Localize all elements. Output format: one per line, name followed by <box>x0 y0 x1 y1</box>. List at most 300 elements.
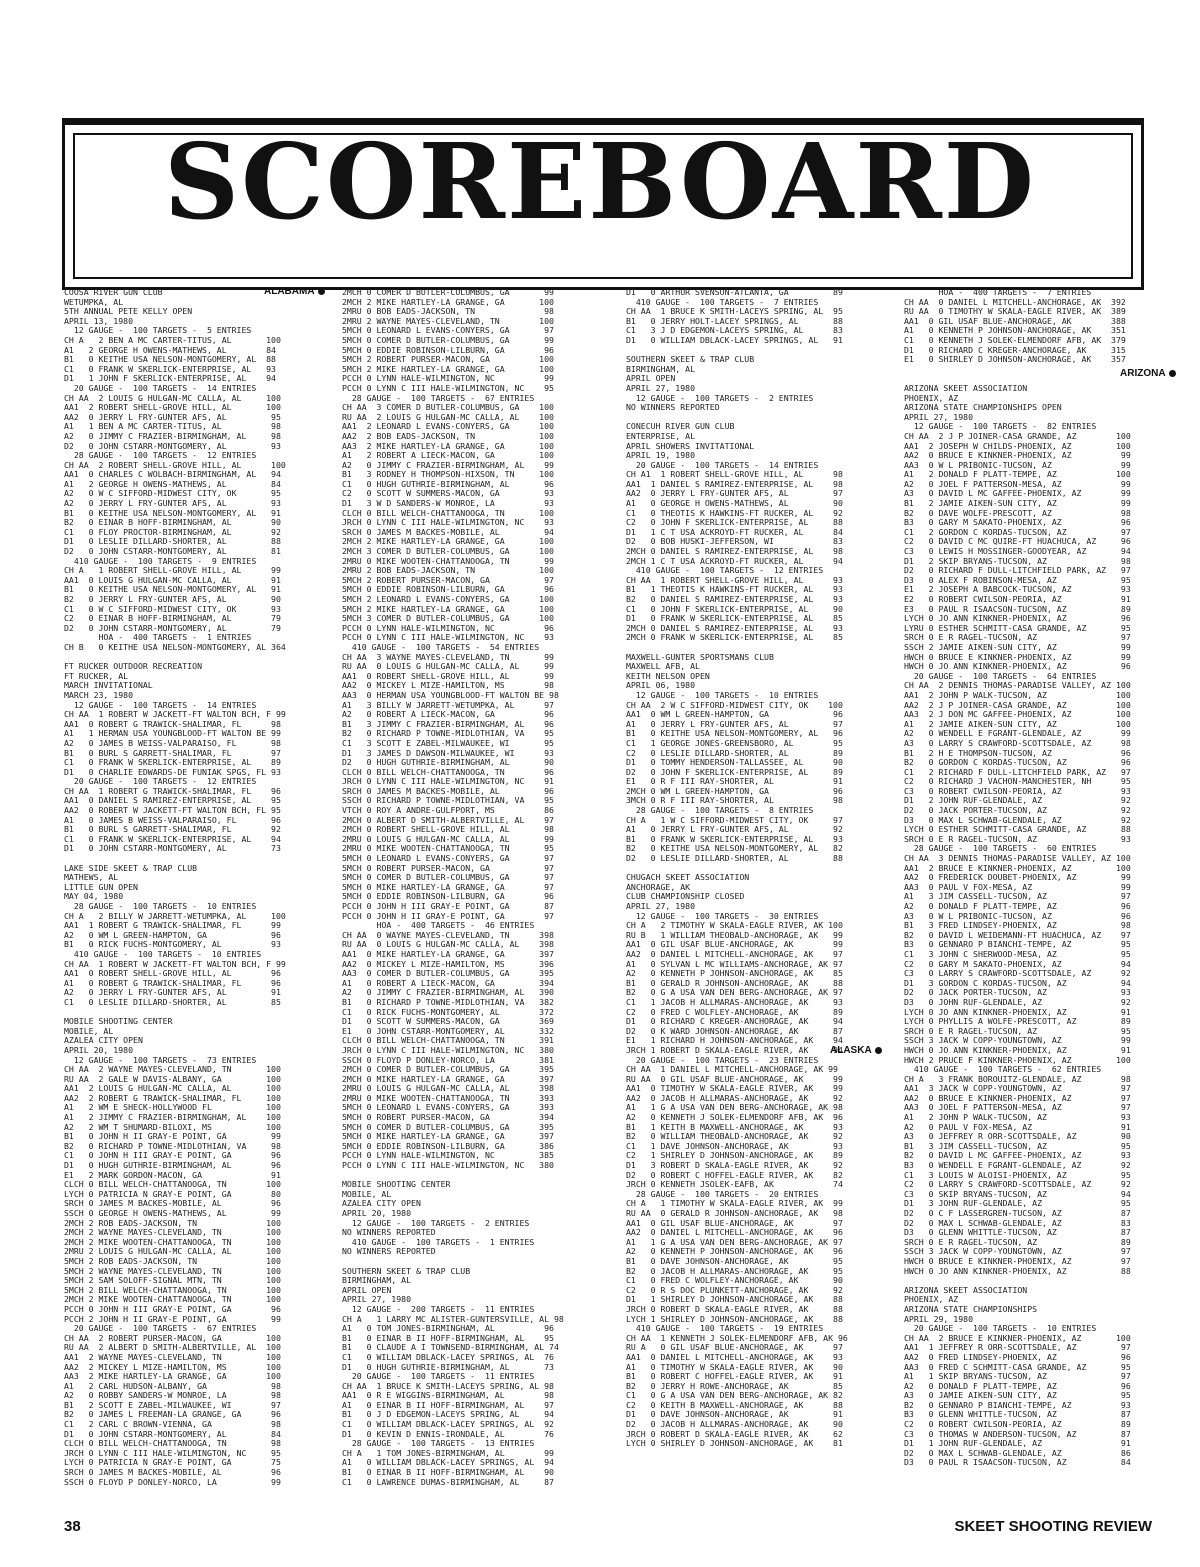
result-line: AA1 0 MIKE HARTLEY-LA GRANGE, GA 397 <box>342 948 554 959</box>
result-line: CH A 1 TOM JONES-BIRMINGHAM, AL 99 <box>342 1447 554 1458</box>
result-line: JRCH 0 ROBERT D SKALA-EAGLE RIVER, AK 62 <box>626 1428 843 1439</box>
result-line: A1 3 JIM CASSELL-TUCSON, AZ 97 <box>904 891 1131 902</box>
result-line: SSCH 0 GEORGE H OWENS-MATHEWS, AL 99 <box>64 1208 281 1218</box>
result-line: CH AA 2 ROBERT PURSER-MACON, GA 100 <box>64 1332 281 1343</box>
result-line: 12 GAUGE - 100 TARGETS - 14 ENTRIES <box>64 699 257 710</box>
result-line: A2 0 JIMMY C FRAZIER-BIRMINGHAM, AL 390 <box>342 987 554 998</box>
result-line: 5MCH 0 COMER D BUTLER-COLUMBUS, GA 395 <box>342 1121 554 1132</box>
result-line: D2 0 HUGH GUTHRIE-BIRMINGHAM, AL 90 <box>342 757 554 768</box>
result-line: E1 0 SHIRLEY D JOHNSON-ANCHORAGE, AK 357 <box>904 354 1126 365</box>
result-line: CH AA 2 J P JOINER-CASA GRANDE, AZ 100 <box>904 430 1131 441</box>
result-line: A3 0 JEFFREY R ORR-SCOTTSDALE, AZ 90 <box>904 1131 1131 1142</box>
result-line: LYCH 0 PATRICIA N GRAY-E POINT, GA 80 <box>64 1188 281 1199</box>
result-line: CHUGACH SKEET ASSOCIATION <box>626 872 750 883</box>
result-line: D2 0 JACK PORTER-TUCSON, AZ 93 <box>904 987 1131 998</box>
result-line: B2 0 JERRY L FRY-GUNTER AFS, AL 90 <box>64 594 281 604</box>
result-line: A1 1 G A USA VAN DEN BERG-ANCHORAGE, AK 98 <box>626 1102 843 1113</box>
result-line: 2MCH 3 COMER D BUTLER-COLUMBUS, GA 100 <box>342 546 554 557</box>
result-line: HWCH 0 JO ANN KINKNER-PHOENIX, AZ 96 <box>904 661 1131 672</box>
result-line: B3 0 WENDELL E FGRANT-GLENDALE, AZ 92 <box>904 1160 1131 1171</box>
result-line: E3 0 PAUL R ISAACSON-TUCSON, AZ 89 <box>904 603 1131 614</box>
result-line: RU AA 0 LOUIS G HULGAN-MC CALLA, AL 99 <box>342 661 554 672</box>
result-line: A1 0 TIMOTHY W SKALA-EAGLE RIVER, AK 90 <box>626 1361 843 1372</box>
result-line: FT RUCKER OUTDOOR RECREATION <box>64 661 203 672</box>
result-line: A1 2 GEORGE H OWENS-MATHEWS, AL 84 <box>64 478 281 489</box>
result-line: A2 0 WENDELL E FGRANT-GLENDALE, AZ 99 <box>904 728 1131 739</box>
result-line: A2 0 JAMES B WEISS-VALPARAISO, FL 98 <box>64 737 281 748</box>
result-line: APRIL 29, 1980 <box>904 1313 974 1324</box>
result-line: B2 0 GENNARO P BIANCHI-TEMPE, AZ 93 <box>904 1399 1131 1410</box>
result-line: A1 0 TOM JONES-BIRMINGHAM, AL 96 <box>342 1323 554 1334</box>
result-line: C1 3 JOHN C SHERWOOD-MESA, AZ 95 <box>904 948 1131 959</box>
result-line: 410 GAUGE - 100 TARGETS - 19 ENTRIES <box>626 1323 824 1334</box>
result-line: D3 0 GLENN WHITTLE-TUCSON, AZ 87 <box>904 1227 1131 1238</box>
result-line: 2MCH 2 MIKE HARTLEY-LA GRANGE, GA 100 <box>342 296 554 307</box>
result-line: C3 0 THOMAS W ANDERSON-TUCSON, AZ 87 <box>904 1428 1131 1439</box>
result-line: 2MCH 2 MIKE WOOTEN-CHATTANOOGA, TN 100 <box>64 1294 281 1305</box>
result-line: A1 2 WM E SHECK-HOLLYWOOD FL 100 <box>64 1102 281 1113</box>
result-line: AA1 1 JEFFREY R ORR-SCOTTSDALE, AZ 97 <box>904 1342 1131 1353</box>
result-line: C2 0 DAVID C MC QUIRE-FT HUACHUCA, AZ 96 <box>904 536 1131 547</box>
result-line: 3MCH 0 R F III RAY-SHORTER, AL 98 <box>626 795 843 806</box>
result-line: AA1 0 GIL USAF BLUE-ANCHORAGE, AK 97 <box>626 1217 843 1228</box>
result-line: 12 GAUGE - 100 TARGETS - 10 ENTRIES <box>626 689 819 700</box>
result-line: APRIL 27, 1980 <box>626 382 696 393</box>
result-line: 5MCH 3 COMER D BUTLER-COLUMBUS, GA 100 <box>342 613 554 624</box>
result-line: C2 0 ROBERT CWILSON-PEORIA, AZ 89 <box>904 1419 1131 1430</box>
result-line: D1 2 JOHN RUF-GLENDALE, AZ 92 <box>904 795 1131 806</box>
result-line: CH A 1 TIMOTHY W SKALA-EAGLE RIVER, AK 99 <box>626 1198 843 1209</box>
result-line: 12 GAUGE - 100 TARGETS - 82 ENTRIES <box>904 421 1097 432</box>
result-line: 5MCH 0 LEONARD L EVANS-CONYERS, GA 97 <box>342 325 554 336</box>
result-line: D2 0 JACK PORTER-TUCSON, AZ 92 <box>904 805 1131 816</box>
result-line: ARIZONA STATE CHAMPIONSHIPS <box>904 1303 1038 1314</box>
result-line: MAXWELL-GUNTER SPORTSMANS CLUB <box>626 651 774 662</box>
result-line: 12 GAUGE - 100 TARGETS - 2 ENTRIES <box>342 1217 530 1228</box>
result-line: 2MRU 2 LOUIS G HULGAN-MC CALLA, AL 100 <box>64 1246 281 1257</box>
result-line: 2MCH 0 COMER D BUTLER-COLUMBUS, GA 99 <box>342 288 554 297</box>
result-line: A1 0 EINAR B II HOFF-BIRMINGHAM, AL 97 <box>342 1399 554 1410</box>
result-line: JRCH 0 KENNETH JSOLEK-EAFB, AK 74 <box>626 1179 843 1190</box>
result-line: 5MCH 0 COMER D BUTLER-COLUMBUS, GA 99 <box>342 334 554 345</box>
result-line: C1 1 GEORGE JONES-GREENSBORO, AL 95 <box>626 737 843 748</box>
result-line: B1 3 JIMMY C FRAZIER-BIRMINGHAM, AL 96 <box>342 718 554 729</box>
result-line: C2 0 LESLIE DILLARD-SHORTER, AL 89 <box>626 747 843 758</box>
result-line: WETUMPKA, AL <box>64 296 124 307</box>
result-line: CLCH 0 BILL WELCH-CHATTANOOGA, TN 391 <box>342 1035 554 1046</box>
result-line: C1 1 DAVE JOHNSON-ANCHORAGE, AK 93 <box>626 1140 843 1151</box>
result-line: 2MRU 0 MIKE WOOTEN-CHATTANOOGA, TN 393 <box>342 1092 554 1103</box>
result-line: D1 0 JOHN CSTARR-MONTGOMERY, AL 73 <box>64 843 281 854</box>
result-line: D3 0 PAUL R ISAACSON-TUCSON, AZ 84 <box>904 1457 1131 1468</box>
results-column-1 <box>64 288 334 1487</box>
result-line: B3 0 GLENN WHITTLE-TUCSON, AZ 87 <box>904 1409 1131 1420</box>
result-line: E1 2 JOSEPH A BABCOCK-TUCSON, AZ 93 <box>904 584 1131 595</box>
bullet-icon <box>1169 370 1176 377</box>
result-line: A2 0 KENNETH P JOHNSON-ANCHORAGE, AK 96 <box>626 1246 843 1257</box>
result-line: PCCH 0 JOHN H III GRAY-E POINT, GA 96 <box>64 1303 281 1314</box>
result-line: SSCH 2 JAMIE AIKEN-SUN CITY, AZ 99 <box>904 641 1131 652</box>
result-line: AA1 0 LOUIS G HULGAN-MC CALLA, AL 91 <box>64 574 281 585</box>
result-line: 5MCH 2 BILL WELCH-CHATTANOOGA, TN 100 <box>64 1284 281 1295</box>
result-line: 28 GAUGE - 100 TARGETS - 67 ENTRIES <box>342 392 535 403</box>
result-line: D1 0 WILLIAM DBLACK-LACEY SPRINGS, AL 91 <box>626 334 843 345</box>
result-line: C1 0 THEOTIS K HAWKINS-FT RUCKER, AL 92 <box>626 507 843 518</box>
result-line: D1 0 FRANK W SKERLICK-ENTERPRISE, AL 85 <box>626 613 843 624</box>
result-line: 20 GAUGE - 100 TARGETS - 14 ENTRIES <box>64 382 257 393</box>
result-line: ENTERPRISE, AL <box>626 430 696 441</box>
result-line: B1 0 ROBERT C HOFFEL-EAGLE RIVER, AK 91 <box>626 1371 843 1382</box>
result-line: JRCH 1 ROBERT D SKALA-EAGLE RIVER, AK 94 <box>626 1044 843 1055</box>
result-line: A1 0 JAMES B WEISS-VALPARAISO, FL 96 <box>64 814 281 825</box>
result-line: APRIL 06, 1980 <box>626 680 696 691</box>
result-line: PCCH 0 LYNN HALE-WILMINGTON, NC 385 <box>342 1150 554 1161</box>
result-line: C1 0 FRANK W SKERLICK-ENTERPRISE, AL 93 <box>64 363 276 374</box>
result-line: HWCH 0 JO ANN KINKNER-PHOENIX, AZ 91 <box>904 1044 1131 1055</box>
result-line: CONECUH RIVER GUN CLUB <box>626 421 735 432</box>
result-line: B2 0 EINAR B HOFF-BIRMINGHAM, AL 90 <box>64 517 281 528</box>
result-line: ARIZONA SKEET ASSOCIATION <box>904 382 1028 393</box>
result-line: ANCHORAGE, AK <box>626 881 691 892</box>
result-line: B2 0 DAVID L MC GAFFEE-PHOENIX, AZ 93 <box>904 1150 1131 1161</box>
result-line: A2 0 DONALD F PLATT-TEMPE, AZ 96 <box>904 901 1131 911</box>
result-line: AA1 0 GIL USAF BLUE-ANCHORAGE, AK 99 <box>626 939 843 950</box>
result-line: D3 0 ALEX F ROBINSON-MESA, AZ 95 <box>904 574 1131 585</box>
result-line: C1 2 GORDON C KORDAS-TUCSON, AZ 97 <box>904 526 1131 537</box>
result-line: 5MCH 0 LEONARD L EVANS-CONYERS, GA 97 <box>342 853 554 864</box>
result-line: PCCH 0 JOHN H II GRAY-E POINT, GA 97 <box>342 910 554 921</box>
result-line: APRIL 20, 1980 <box>342 1208 412 1218</box>
result-line: 5MCH 0 ROBERT PURSER-MACON, GA 394 <box>342 1112 554 1123</box>
result-line: 5MCH 2 MIKE HARTLEY-LA GRANGE, GA 100 <box>342 363 554 374</box>
result-line: LITTLE GUN OPEN <box>64 881 138 892</box>
result-line: B1 0 KEITHE USA NELSON-MONTGOMERY, AL 88 <box>64 354 276 365</box>
result-line: AA2 0 BRUCE E KINKNER-PHOENIX, AZ 97 <box>904 1092 1131 1103</box>
result-line: CH AA 1 BRUCE K SMITH-LACEYS SPRING, AL 98 <box>342 1380 554 1391</box>
result-line: B1 3 FRED LINDSEY-PHOENIX, AZ 98 <box>904 920 1131 931</box>
result-line: D1 0 KEVIN D ENNIS-IRONDALE, AL 76 <box>342 1428 554 1439</box>
result-line: 2MCH 0 ALBERT D SMITH-ALBERTVILLE, AL 97 <box>342 814 554 825</box>
result-line: 2MRU 0 MIKE WOOTEN-CHATTANOOGA, TN 95 <box>342 843 554 854</box>
result-line: 12 GAUGE - 100 TARGETS - 2 ENTRIES <box>626 392 814 403</box>
result-line: E1 1 RICHARD H JOHNSON-ANCHORAGE, AK 94 <box>626 1035 843 1046</box>
result-line: ARIZONA SKEET ASSOCIATION <box>904 1284 1028 1295</box>
result-line: LYCH 0 JO ANN KINKNER-PHOENIX, AZ 91 <box>904 1006 1131 1017</box>
result-line: CH AA 1 ROBERT G TRAWICK-SHALIMAR, FL 96 <box>64 785 281 796</box>
result-line: RU AA 2 LOUIS G HULGAN-MC CALLA, AL 100 <box>342 411 554 422</box>
result-line: E1 0 JOHN CSTARR-MONTGOMERY, AL 332 <box>342 1025 554 1036</box>
result-line: LAKE SIDE SKEET & TRAP CLUB <box>64 862 198 873</box>
result-line: D1 0 HUGH GUTHRIE-BIRMINGHAM, AL 73 <box>342 1361 554 1372</box>
result-line: LYCH 0 JO ANN KINKNER-PHOENIX, AZ 96 <box>904 613 1131 624</box>
result-line: RU AA 2 GALE W DAVIS-ALBANY, GA 100 <box>64 1073 281 1084</box>
result-line: VTCH 0 ROY A ANDRE-GULFPORT, MS 86 <box>342 805 554 816</box>
result-line: AA3 0 COMER D BUTLER-COLUMBUS, GA 395 <box>342 968 554 979</box>
result-line: C1 0 LESLIE DILLARD-SHORTER, AL 85 <box>64 996 281 1007</box>
result-line: B1 3 RODNEY H THOMPSON-HIXSON, TN 100 <box>342 469 554 480</box>
result-line: CH A 2 BILLY W JARRETT-WETUMPKA, AL 100 <box>64 910 286 921</box>
result-line: D1 0 HUGH GUTHRIE-BIRMINGHAM, AL 96 <box>64 1160 281 1171</box>
result-line: C1 0 HUGH GUTHRIE-BIRMINGHAM, AL 96 <box>342 478 554 489</box>
result-line: CH A 3 FRANK BOROUITZ-GLENDALE, AZ 98 <box>904 1073 1131 1084</box>
result-line: RU AA 2 ALBERT D SMITH-ALBERTVILLE, AL 100 <box>64 1342 281 1353</box>
result-line: SRCH 0 JAMES M BACKES-MOBILE, AL 96 <box>64 1467 281 1478</box>
result-line: AA1 2 LEONARD L EVANS-CONYERS, GA 100 <box>342 421 554 432</box>
result-line: NO WINNERS REPORTED <box>342 1227 436 1238</box>
result-line: B1 0 CLAUDE A I TOWNSEND-BIRMINGHAM, AL 74 <box>342 1342 559 1353</box>
result-line: RU AA 0 TIMOTHY W SKALA-EAGLE RIVER, AK 389 <box>904 306 1126 317</box>
result-line: B1 0 JOHN H II GRAY-E POINT, GA 99 <box>64 1131 281 1142</box>
result-line: C1 0 KENNETH J SOLEK-ELMENDORF AFB, AK 379 <box>904 334 1126 345</box>
result-line: CH A 2 BEN A MC CARTER-TITUS, AL 100 <box>64 334 281 345</box>
result-line: 5MCH 2 ROBERT PURSER-MACON, GA 97 <box>342 574 554 585</box>
result-line: A1 2 DONALD F PLATT-TEMPE, AZ 100 <box>904 469 1131 480</box>
result-line: B2 0 JACOB H ALLMARAS-ANCHORAGE, AK 95 <box>626 1265 843 1276</box>
result-line: MARCH 23, 1980 <box>64 689 134 700</box>
result-line: RU A 0 GIL USAF BLUE-ANCHORAGE, AK 97 <box>626 1342 843 1353</box>
result-line: PCCH 0 LYNN C III HALE-WILMINGTON, NC 95 <box>342 382 554 393</box>
result-line: 28 GAUGE - 100 TARGETS - 13 ENTRIES <box>342 1438 535 1449</box>
result-line: D1 3 ROBERT D SKALA-EAGLE RIVER, AK 92 <box>626 1160 843 1171</box>
result-line: B2 0 KEITHE USA NELSON-MONTGOMERY, AL 82 <box>626 843 843 854</box>
result-line: AA2 2 J P JOINER-CASA GRANDE, AZ 100 <box>904 699 1131 710</box>
result-line: A2 0 WM L GREEN-HAMPTON, GA 96 <box>64 929 281 940</box>
result-line: 2MCH 2 MIKE HARTLEY-LA GRANGE, GA 100 <box>342 536 554 547</box>
result-line: 5MCH 2 LEONARD L EVANS-CONYERS, GA 100 <box>342 594 554 604</box>
result-line: 20 GAUGE - 100 TARGETS - 23 ENTRIES <box>626 1054 819 1065</box>
bullet-icon <box>875 1047 882 1054</box>
result-line: B1 0 RICK FUCHS-MONTGOMERY, AL 93 <box>64 939 281 950</box>
result-line: AA1 0 ROBERT G TRAWICK-SHALIMAR, FL 98 <box>64 718 281 729</box>
result-line: CH AA 1 ROBERT W JACKETT-FT WALTON BCH, F 99 <box>64 709 286 720</box>
result-line: A2 0 W C SIFFORD-MIDWEST CITY, OK 95 <box>64 488 281 499</box>
result-line: A3 0 W L PRIBONIC-TUCSON, AZ 96 <box>904 910 1131 921</box>
result-line: AA3 2 MIKE HARTLEY-LA GRANGE, GA 100 <box>342 440 554 451</box>
result-line: CH A 1 W C SIFFORD-MIDWEST CITY, OK 97 <box>626 814 843 825</box>
result-line: APRIL SHOWERS INVITATIONAL <box>626 440 755 451</box>
result-line: 5MCH 2 WAYNE MAYES-CLEVELAND, TN 100 <box>64 1265 281 1276</box>
state-name: ARIZONA <box>1120 368 1166 379</box>
result-line: JRCH 0 LYNN C III HALE-WILMINGTON, NC 91 <box>342 776 554 787</box>
result-line: LYRU 0 ESTHER SCHMITT-CASA GRANDE, AZ 95 <box>904 622 1131 633</box>
page-title: SCOREBOARD <box>164 120 1036 243</box>
result-line: A1 0 WILLIAM DBLACK-LACEY SPRINGS, AL 94 <box>342 1457 554 1468</box>
result-line: B2 0 DAVID L WEIDEMANN-FT HUACHUCA, AZ 97 <box>904 929 1131 940</box>
result-line: C1 3 LOUIS W ALOISI-PHOENIX, AZ 95 <box>904 1169 1131 1180</box>
result-line: D1 3 JAMES D DAWSON-MILWAUKEE, WI 93 <box>342 747 554 758</box>
result-line: MOBILE, AL <box>342 1188 392 1199</box>
result-line: D2 0 JOHN CSTARR-MONTGOMERY, AL 93 <box>64 440 281 451</box>
result-line: AA2 0 FREDERICK DOUBET-PHOENIX, AZ 99 <box>904 872 1131 883</box>
result-line: JRCH 0 LYNN C III HALE-WILMINGTON, NC 380 <box>342 1044 554 1055</box>
result-line: SRCH 0 JAMES M BACKES-MOBILE, AL 94 <box>342 526 554 537</box>
result-line: AA2 2 BOB EADS-JACKSON, TN 100 <box>342 430 554 441</box>
result-line: B2 0 JAMES L FREEMAN-LA GRANGE, GA 96 <box>64 1409 281 1420</box>
result-line: AA3 0 JOEL F PATTERSON-MESA, AZ 97 <box>904 1102 1131 1113</box>
result-line: AA3 0 W L PRIBONIC-TUCSON, AZ 99 <box>904 459 1131 470</box>
result-line: D1 0 TOMMY HENDERSON-TALLASSEE, AL 90 <box>626 757 843 768</box>
result-line: C3 0 LARRY S CRAWFORD-SCOTTSDALE, AZ 92 <box>904 968 1131 979</box>
result-line: D2 0 LESLIE DILLARD-SHORTER, AL 88 <box>626 853 843 864</box>
result-line: 2MCH 0 WM L GREEN-HAMPTON, GA 96 <box>626 785 843 796</box>
result-line: D2 0 MAX L SCHWAB-GLENDALE, AZ 83 <box>904 1217 1131 1228</box>
result-line: CH AA 2 LOUIS G HULGAN-MC CALLA, AL 100 <box>64 392 281 403</box>
result-line: AA2 2 ROBERT G TRAWICK-SHALIMAR, FL 100 <box>64 1092 281 1103</box>
result-line: A1 2 JAMIE AIKEN-SUN CITY, AZ 100 <box>904 718 1131 729</box>
result-line: A2 0 JERRY L FRY-GUNTER AFS, AL 91 <box>64 987 281 998</box>
result-line: A1 2 JOHN P WALK-TUCSON, AZ 93 <box>904 1112 1131 1123</box>
result-line: 2MCH 2 ROB EADS-JACKSON, TN 100 <box>64 1217 281 1228</box>
result-line: B1 2 SCOTT E ZABEL-MILWAUKEE, WI 97 <box>64 1399 281 1410</box>
result-line: MAY 04, 1980 <box>64 891 124 902</box>
result-line: D2 0 JOHN CSTARR-MONTGOMERY, AL 81 <box>64 546 281 557</box>
state-label-alabama <box>264 286 325 297</box>
result-line: 410 GAUGE - 100 TARGETS - 12 ENTRIES <box>626 565 824 576</box>
result-line: NO WINNERS REPORTED <box>626 402 720 413</box>
result-line: CH AA 2 ROBERT SHELL-GROVE HILL, AL 100 <box>64 459 286 470</box>
result-line: A1 0 SYLVAN L MC WILLIAMS-ANCHORAGE, AK 97 <box>626 958 843 969</box>
result-line: 5MCH 0 EDDIE ROBINSON-LILBURN, GA 386 <box>342 1140 554 1151</box>
result-line: AA1 1 DANIEL S RAMIREZ-ENTERPRISE, AL 98 <box>626 478 843 489</box>
result-line: AA3 0 PAUL V FOX-MESA, AZ 99 <box>904 881 1131 892</box>
result-line: CH AA 0 WAYNE MAYES-CLEVELAND, TN 398 <box>342 929 554 940</box>
result-line: A3 0 JAMIE AIKEN-SUN CITY, AZ 95 <box>904 1390 1131 1401</box>
result-line: A1 1 HERMAN USA YOUNGBLOOD-FT WALTON BE 99 <box>64 728 281 739</box>
result-line: AA1 0 R E WIGGINS-BIRMINGHAM, AL 98 <box>342 1390 554 1401</box>
result-line: A1 1 SKIP BRYANS-TUCSON, AZ 97 <box>904 1371 1131 1382</box>
result-line: 5TH ANNUAL PETE KELLY OPEN <box>64 306 193 317</box>
result-line: C2 0 KEITH B MAXWELL-ANCHORAGE, AK 88 <box>626 1399 843 1410</box>
result-line: B1 0 GERALD R JOHNSON-ANCHORAGE, AK 88 <box>626 977 843 988</box>
result-line: CH AA 3 WAYNE MAYES-CLEVELAND, TN 99 <box>342 651 554 662</box>
result-line: AA1 1 ROBERT G TRAWICK-SHALIMAR, FL 99 <box>64 920 281 931</box>
result-line: 2MCH 0 COMER D BUTLER-COLUMBUS, GA 395 <box>342 1064 554 1075</box>
state-name: ALASKA <box>830 1045 872 1056</box>
result-line: PCCH 0 LYNN HALE-WILMINGTON, NC 96 <box>342 622 554 633</box>
result-line: 2MCH 0 FRANK W SKERLICK-ENTERPRISE, AL 85 <box>626 632 843 643</box>
result-line: APRIL 27, 1980 <box>342 1294 412 1305</box>
result-line: B1 2 H E THOMPSON-TUCSON, AZ 96 <box>904 747 1131 758</box>
result-line: CLCH 0 BILL WELCH-CHATTANOOGA, TN 96 <box>342 766 554 777</box>
result-line: C2 0 GARY M SAKATO-PHOENIX, AZ 94 <box>904 958 1131 969</box>
result-line: MOBILE SHOOTING CENTER <box>342 1179 451 1190</box>
result-line: 20 GAUGE - 100 TARGETS - 11 ENTRIES <box>342 1371 535 1382</box>
result-line: 20 GAUGE - 100 TARGETS - 10 ENTRIES <box>904 1323 1097 1334</box>
result-line: JRCH 0 LYNN C III HALE-WILMINGTON, NC 93 <box>342 517 554 528</box>
result-line: CLCH 0 BILL WELCH-CHATTANOOGA, TN 100 <box>64 1179 281 1190</box>
result-line: 28 GAUGE - 100 TARGETS - 60 ENTRIES <box>904 843 1097 854</box>
result-line: 20 GAUGE - 100 TARGETS - 67 ENTRIES <box>64 1323 257 1334</box>
result-line: 410 GAUGE - 100 TARGETS - 1 ENTRIES <box>342 1236 535 1247</box>
result-line: C2 0 JOHN F SKERLICK-ENTERPRISE, AL 88 <box>626 517 843 528</box>
result-line: B2 0 WILLIAM THEOBALD-ANCHORAGE, AK 92 <box>626 1131 843 1142</box>
result-line: D1 1 SHIRLEY D JOHNSON-ANCHORAGE, AK 88 <box>626 1294 843 1305</box>
result-line: AA3 2 J DON MC GAFFEE-PHOENIX, AZ 100 <box>904 709 1131 720</box>
result-line: SSCH 0 FLOYD P DONLEY-NORCO, LA 381 <box>342 1054 554 1065</box>
result-line: A1 0 ROBERT A LIECK-MACON, GA 394 <box>342 977 554 988</box>
result-line: A1 2 ROBERT A LIECK-MACON, GA 100 <box>342 450 554 461</box>
result-line: 2MRU 2 BOB EADS-JACKSON, TN 100 <box>342 565 554 576</box>
result-line: E2 0 ROBERT CWILSON-PEORIA, AZ 91 <box>904 594 1131 604</box>
result-line: C1 3 J D EDGEMON-LACEYS SPRING, AL 83 <box>626 325 843 336</box>
result-line: 5MCH 0 COMER D BUTLER-COLUMBUS, GA 97 <box>342 872 554 883</box>
result-line: SRCH 0 E R RAGEL-TUCSON, AZ 97 <box>904 632 1131 643</box>
result-line: AA1 0 ROBERT SHELL-GROVE HILL, AL 96 <box>64 968 281 979</box>
result-line: LYCH 0 PATRICIA N GRAY-E POINT, GA 75 <box>64 1457 281 1468</box>
result-line: A1 0 JERRY L FRY-GUNTER AFS, AL 92 <box>626 824 843 835</box>
result-line: CH AA 3 COMER D BUTLER-COLUMBUS, GA 100 <box>342 402 554 413</box>
result-line: CH AA 2 DENNIS THOMAS-PARADISE VALLEY, AZ 100 <box>904 680 1131 691</box>
result-line: 5MCH 2 MIKE HARTLEY-LA GRANGE, GA 100 <box>342 603 554 614</box>
result-line: SRCH 0 JAMES M BACKES-MOBILE, AL 96 <box>64 1198 281 1209</box>
result-line: C1 0 FRANK W SKERLICK-ENTERPRISE, AL 89 <box>64 757 281 768</box>
result-line: 2MRU 0 LOUIS G HULGAN-MC CALLA, AL 99 <box>342 833 554 844</box>
result-line: 410 GAUGE - 100 TARGETS - 54 ENTRIES <box>342 641 540 652</box>
result-line: 2MCH 2 WAYNE MAYES-CLEVELAND, TN 100 <box>64 1227 281 1238</box>
result-line: D1 2 SKIP BRYANS-TUCSON, AZ 98 <box>904 555 1131 566</box>
result-line: HWCH 0 BRUCE E KINKNER-PHOENIX, AZ 97 <box>904 1255 1131 1266</box>
result-line: RU AA 0 GIL USAF BLUE-ANCHORAGE, AK 99 <box>626 1073 843 1084</box>
result-line: 5MCH 0 ROBERT PURSER-MACON, GA 97 <box>342 862 554 873</box>
result-line: AA1 0 TIMOTHY W SKALA-EAGLE RIVER, AK 99 <box>626 1083 843 1094</box>
result-line: MATHEWS, AL <box>64 872 119 883</box>
result-line: D2 0 MAX L SCHWAB-GLENDALE, AZ 86 <box>904 1447 1131 1458</box>
result-line: AA2 0 JACOB H ALLMARAS-ANCHORAGE, AK 92 <box>626 1092 843 1103</box>
result-line: APRIL OPEN <box>342 1284 392 1295</box>
result-line: SSCH 3 JACK W COPP-YOUNGTOWN, AZ 99 <box>904 1035 1131 1046</box>
result-line: 2MCH 1 C T USA ACKROYD-FT RUCKER, AL 94 <box>626 555 843 566</box>
results-column-2 <box>342 288 612 1487</box>
result-line: B1 0 EINAR B II HOFF-BIRMINGHAM, AL 90 <box>342 1467 554 1478</box>
result-line: 2MRU 0 BOB EADS-JACKSON, TN 98 <box>342 306 554 317</box>
result-line: A2 0 KENNETH J SOLEK-ELMENDORF AFB, AK 96 <box>626 1112 843 1123</box>
result-line: CH AA 1 BRUCE K SMITH-LACEYS SPRING, AL 95 <box>626 306 843 317</box>
result-line: B1 0 EINAR B II HOFF-BIRMINGHAM, AL 95 <box>342 1332 554 1343</box>
result-line: SSCH 0 RICHARD P TOWNE-MIDLOTHIAN, VA 95 <box>342 795 554 806</box>
result-line: A1 0 ROBERT G TRAWICK-SHALIMAR, FL 96 <box>64 977 281 988</box>
result-line: 12 GAUGE - 100 TARGETS - 73 ENTRIES <box>64 1054 257 1065</box>
result-line: C2 0 R S DOC PLUNKETT-ANCHORAGE, AK 92 <box>626 1284 843 1295</box>
result-line: APRIL 19, 1980 <box>626 450 696 461</box>
result-line: CH AA 3 DENNIS THOMAS-PARADISE VALLEY, AZ 100 <box>904 853 1131 864</box>
result-line: A3 0 LARRY S CRAWFORD-SCOTTSDALE, AZ 98 <box>904 737 1131 748</box>
result-line: B3 0 GENNARO P BIANCHI-TEMPE, AZ 95 <box>904 939 1131 950</box>
result-line: CH B 0 KEITHE USA NELSON-MONTGOMERY, AL 364 <box>64 641 286 652</box>
result-line: C1 0 JOHN H III GRAY-E POINT, GA 96 <box>64 1150 281 1161</box>
result-line: C1 0 JOHN F SKERLICK-ENTERPRISE, AL 90 <box>626 603 843 614</box>
result-line: C2 0 SCOTT W SUMMERS-MACON, GA 93 <box>342 488 554 499</box>
result-line: B2 0 GORDON C KORDAS-TUCSON, AZ 96 <box>904 757 1131 768</box>
result-line: 5MCH 0 EDDIE ROBINSON-LILBURN, GA 96 <box>342 891 554 902</box>
result-line: B1 0 BURL S GARRETT-SHALIMAR, FL 92 <box>64 824 281 835</box>
bullet-icon <box>318 288 325 295</box>
result-line: AA1 2 WAYNE MAYES-CLEVELAND, TN 100 <box>64 1351 281 1362</box>
result-line: C2 0 EINAR B HOFF-BIRMINGHAM, AL 79 <box>64 613 281 624</box>
result-line: 20 GAUGE - 100 TARGETS - 12 ENTRIES <box>64 776 257 787</box>
result-line: B1 0 JERRY HOLT-LACEY SPRINGS, AL 88 <box>626 315 843 326</box>
result-line: C1 1 JACOB H ALLMARAS-ANCHORAGE, AK 93 <box>626 996 843 1007</box>
result-line: 20 GAUGE - 100 TARGETS - 64 ENTRIES <box>904 670 1097 681</box>
result-line: APRIL 20, 1980 <box>64 1044 134 1055</box>
result-line: C1 0 G A USA VAN DEN BERG-ANCHORAGE, AK 82 <box>626 1390 843 1401</box>
result-line: HOA - 400 TARGETS - 7 ENTRIES <box>904 288 1092 297</box>
result-line: CH AA 2 W C SIFFORD-MIDWEST CITY, OK 100 <box>626 699 843 710</box>
result-line: PCCH 0 LYNN HALE-WILMINGTON, NC 99 <box>342 373 554 384</box>
result-line: AA2 0 ROBERT W JACKETT-FT WALTON BCH, FL 95 <box>64 805 281 816</box>
result-line: B2 0 DAVE WOLFE-PRESCOTT, AZ 98 <box>904 507 1131 518</box>
state-label-arizona <box>1120 368 1176 379</box>
result-line: D2 0 ROBERT C HOFFEL-EAGLE RIVER, AK 82 <box>626 1169 843 1180</box>
